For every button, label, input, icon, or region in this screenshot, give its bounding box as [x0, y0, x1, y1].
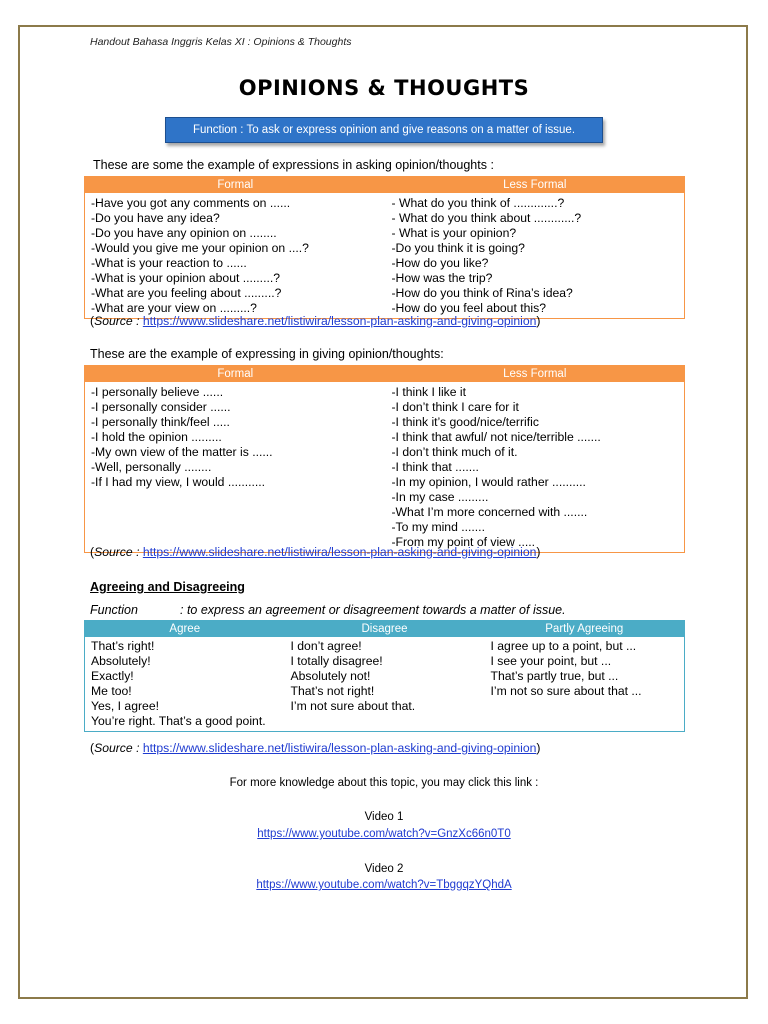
source-link[interactable]: https://www.slideshare.net/listiwira/lesson-plan-asking-and-giving-opinion	[142, 314, 537, 328]
list-item: -In my opinion, I would rather ..........	[391, 475, 586, 489]
list-item: -Do you have any opinion on ........	[91, 226, 277, 240]
list-item: -Do you think it is going?	[391, 241, 525, 255]
source-link[interactable]: https://www.slideshare.net/listiwira/lesson-plan-asking-and-giving-opinion	[142, 545, 537, 559]
list-item: I’m not so sure about that ...	[490, 684, 642, 698]
list-item: I see your point, but ...	[490, 654, 612, 668]
list-item: -To my mind .......	[391, 520, 485, 534]
list-item: -Do you have any idea?	[91, 211, 220, 225]
more-knowledge-text: For more knowledge about this topic, you may click this link :	[229, 777, 539, 789]
source-line-asking: (Source : https://www.slideshare.net/listiwira/lesson-plan-asking-and-giving-opinion)	[90, 314, 541, 328]
list-item: -If I had my view, I would ...........	[91, 475, 266, 489]
list-item: -I think it’s good/nice/terrific	[391, 415, 539, 429]
giving-table	[84, 365, 685, 553]
list-item: I totally disagree!	[290, 654, 383, 668]
list-item: I don’t agree!	[290, 639, 362, 653]
agree-cell	[85, 637, 285, 732]
list-item: -I don’t think I care for it	[391, 400, 519, 414]
asking-formal-cell	[85, 193, 386, 319]
page-header: Handout Bahasa Inggris Kelas XI : Opinions & Thoughts	[90, 36, 352, 48]
list-item: I agree up to a point, but ...	[490, 639, 637, 653]
list-item: -How do you like?	[391, 256, 489, 270]
agree-header: Agree	[85, 621, 285, 638]
list-item: - What is your opinion?	[391, 226, 517, 240]
list-item: -What is your reaction to ......	[91, 256, 247, 270]
list-item: That’s right!	[91, 639, 155, 653]
list-item: - What do you think of .............?	[391, 196, 565, 210]
list-item: -I think that .......	[391, 460, 479, 474]
list-item: -What is your opinion about .........?	[91, 271, 281, 285]
asking-header-less-formal: Less Formal	[386, 177, 685, 194]
asking-table	[84, 176, 685, 319]
list-item: -How was the trip?	[391, 271, 493, 285]
list-item: -How do you feel about this?	[391, 301, 546, 315]
list-item: That’s partly true, but ...	[490, 669, 619, 683]
function-box: Function : To ask or express opinion and give reasons on a matter of issue.	[165, 117, 603, 143]
video-1-link[interactable]: https://www.youtube.com/watch?v=GnzXc66n0T0	[257, 828, 511, 840]
list-item: Yes, I agree!	[91, 699, 159, 713]
asking-header-formal: Formal	[85, 177, 386, 194]
video-2-link[interactable]: https://www.youtube.com/watch?v=TbggqzYQhdA	[256, 879, 512, 891]
list-item: -I think that awful/ not nice/terrible .......	[391, 430, 601, 444]
disagree-header: Disagree	[285, 621, 485, 638]
list-item: -Would you give me your opinion on ....?	[91, 241, 309, 255]
source-link[interactable]: https://www.slideshare.net/listiwira/lesson-plan-asking-and-giving-opinion	[142, 741, 537, 755]
list-item: Absolutely!	[91, 654, 151, 668]
partly-agree-header: Partly Agreeing	[485, 621, 685, 638]
list-item: That’s not right!	[290, 684, 375, 698]
list-item: -What are you feeling about .........?	[91, 286, 282, 300]
disagree-cell	[285, 637, 485, 732]
giving-header-formal: Formal	[85, 366, 386, 383]
list-item: Absolutely not!	[290, 669, 371, 683]
list-item: -My own view of the matter is ......	[91, 445, 273, 459]
agreeing-table	[84, 620, 685, 732]
list-item: You’re right. That’s a good point.	[91, 714, 266, 728]
asking-less-formal-cell	[386, 193, 685, 319]
list-item: Exactly!	[91, 669, 134, 683]
list-item: - What do you think about ............?	[391, 211, 582, 225]
page-title: OPINIONS & THOUGHTS	[238, 76, 530, 100]
list-item: -In my case .........	[391, 490, 489, 504]
agreeing-function: Function : to express an agreement or disagreement towards a matter of issue.	[90, 603, 566, 617]
partly-agree-cell	[485, 637, 685, 732]
list-item: -I personally believe ......	[91, 385, 224, 399]
list-item: -I don’t think much of it.	[391, 445, 518, 459]
list-item: Me too!	[91, 684, 132, 698]
video-2-label: Video 2	[364, 863, 404, 875]
giving-intro: These are the example of expressing in giving opinion/thoughts:	[90, 347, 444, 361]
asking-intro: These are some the example of expressions in asking opinion/thoughts :	[93, 158, 494, 172]
video-1-label: Video 1	[364, 811, 404, 823]
agreeing-title: Agreeing and Disagreeing	[90, 580, 245, 594]
list-item: -From my point of view .....	[391, 535, 536, 549]
list-item: -How do you think of Rina’s idea?	[391, 286, 573, 300]
list-item: -I personally think/feel .....	[91, 415, 230, 429]
source-line-giving: (Source : https://www.slideshare.net/listiwira/lesson-plan-asking-and-giving-opinion)	[90, 545, 541, 559]
list-item: -I personally consider ......	[91, 400, 231, 414]
list-item: -Have you got any comments on ......	[91, 196, 291, 210]
giving-header-less-formal: Less Formal	[386, 366, 685, 383]
list-item: -What are your view on .........?	[91, 301, 257, 315]
list-item: -I hold the opinion .........	[91, 430, 222, 444]
list-item: -What I’m more concerned with .......	[391, 505, 588, 519]
giving-less-formal-cell	[386, 382, 685, 553]
giving-formal-cell	[85, 382, 386, 553]
list-item: -I think I like it	[391, 385, 466, 399]
source-line-agreeing: (Source : https://www.slideshare.net/listiwira/lesson-plan-asking-and-giving-opinion)	[90, 741, 541, 755]
list-item: I’m not sure about that.	[290, 699, 416, 713]
list-item: -Well, personally ........	[91, 460, 212, 474]
